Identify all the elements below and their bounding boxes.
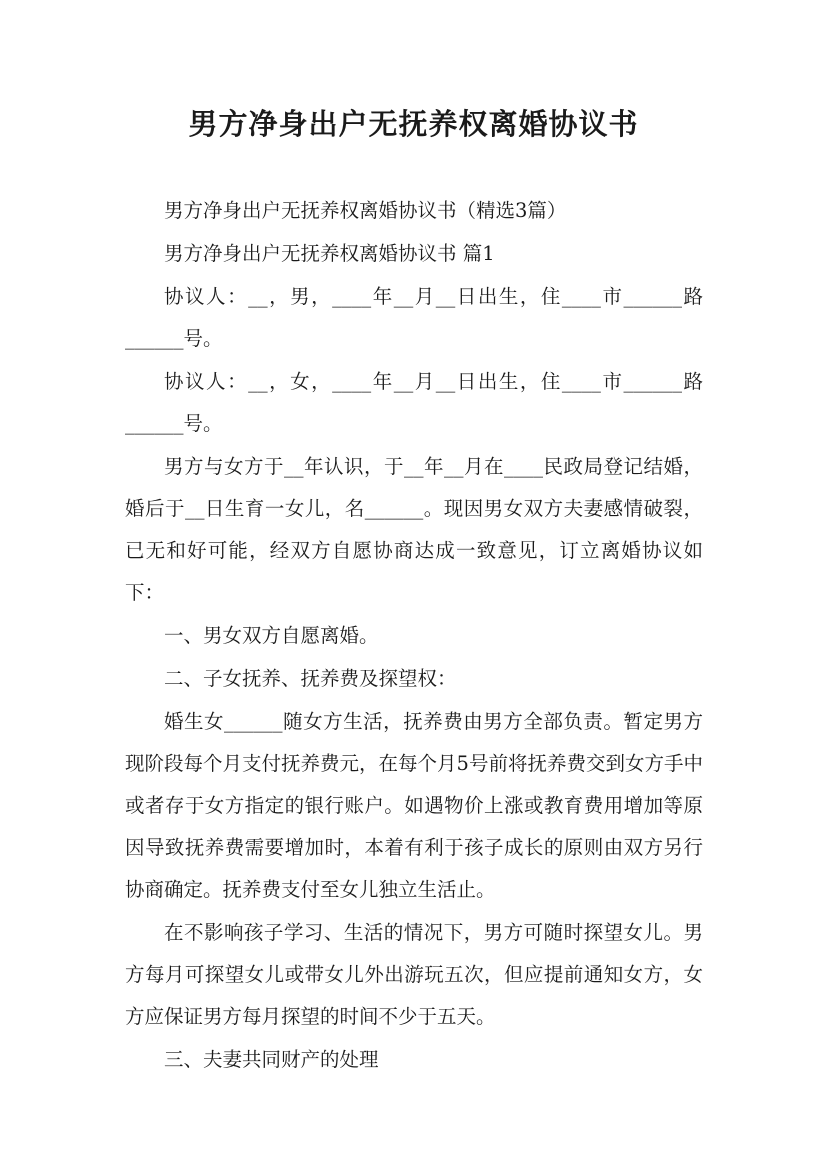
paragraph-background: 男方与女方于__年认识，于__年__月在____民政局登记结婚，婚后于__日生育一女儿，名______。现因男女双方夫妻感情破裂，已无和好可能，经双方自愿协商达成一致意见，订立离婚协议如下： <box>125 455 703 604</box>
paragraph-section-heading: 男方净身出户无抚养权离婚协议书 篇1 <box>164 242 495 265</box>
paragraph-clause-1: 一、男女双方自愿离婚。 <box>164 624 379 647</box>
paragraph-collection-title: 男方净身出户无抚养权离婚协议书（精选3篇） <box>164 199 567 222</box>
paragraph-child-support: 婚生女______随女方生活，抚养费由男方全部负责。暂定男方现阶段每个月支付抚养费元，在每个月5号前将抚养费交到女方手中或者存于女方指定的银行账户。如遇物价上涨或教育费用增加等原因导致抚养费需要增加时，本着有利于孩子成长的原则由双方另行协商确定。抚养费支付至女儿独立生活止。 <box>125 710 703 901</box>
document-body <box>125 190 703 1082</box>
paragraph-visitation: 在不影响孩子学习、生活的情况下，男方可随时探望女儿。男方每月可探望女儿或带女儿外出游玩五次，但应提前通知女方，女方应保证男方每月探望的时间不少于五天。 <box>125 921 703 1028</box>
document-title: 男方净身出户无抚养权离婚协议书 <box>188 107 639 141</box>
paragraph-clause-3-heading: 三、夫妻共同财产的处理 <box>164 1048 379 1071</box>
paragraph-party-male: 协议人：__，男，____年__月__日出生，住____市______路______号。 <box>125 285 703 350</box>
paragraph-clause-2-heading: 二、子女抚养、抚养费及探望权： <box>164 667 457 690</box>
paragraph-party-female: 协议人：__，女，____年__月__日出生，住____市______路______号。 <box>125 370 703 435</box>
